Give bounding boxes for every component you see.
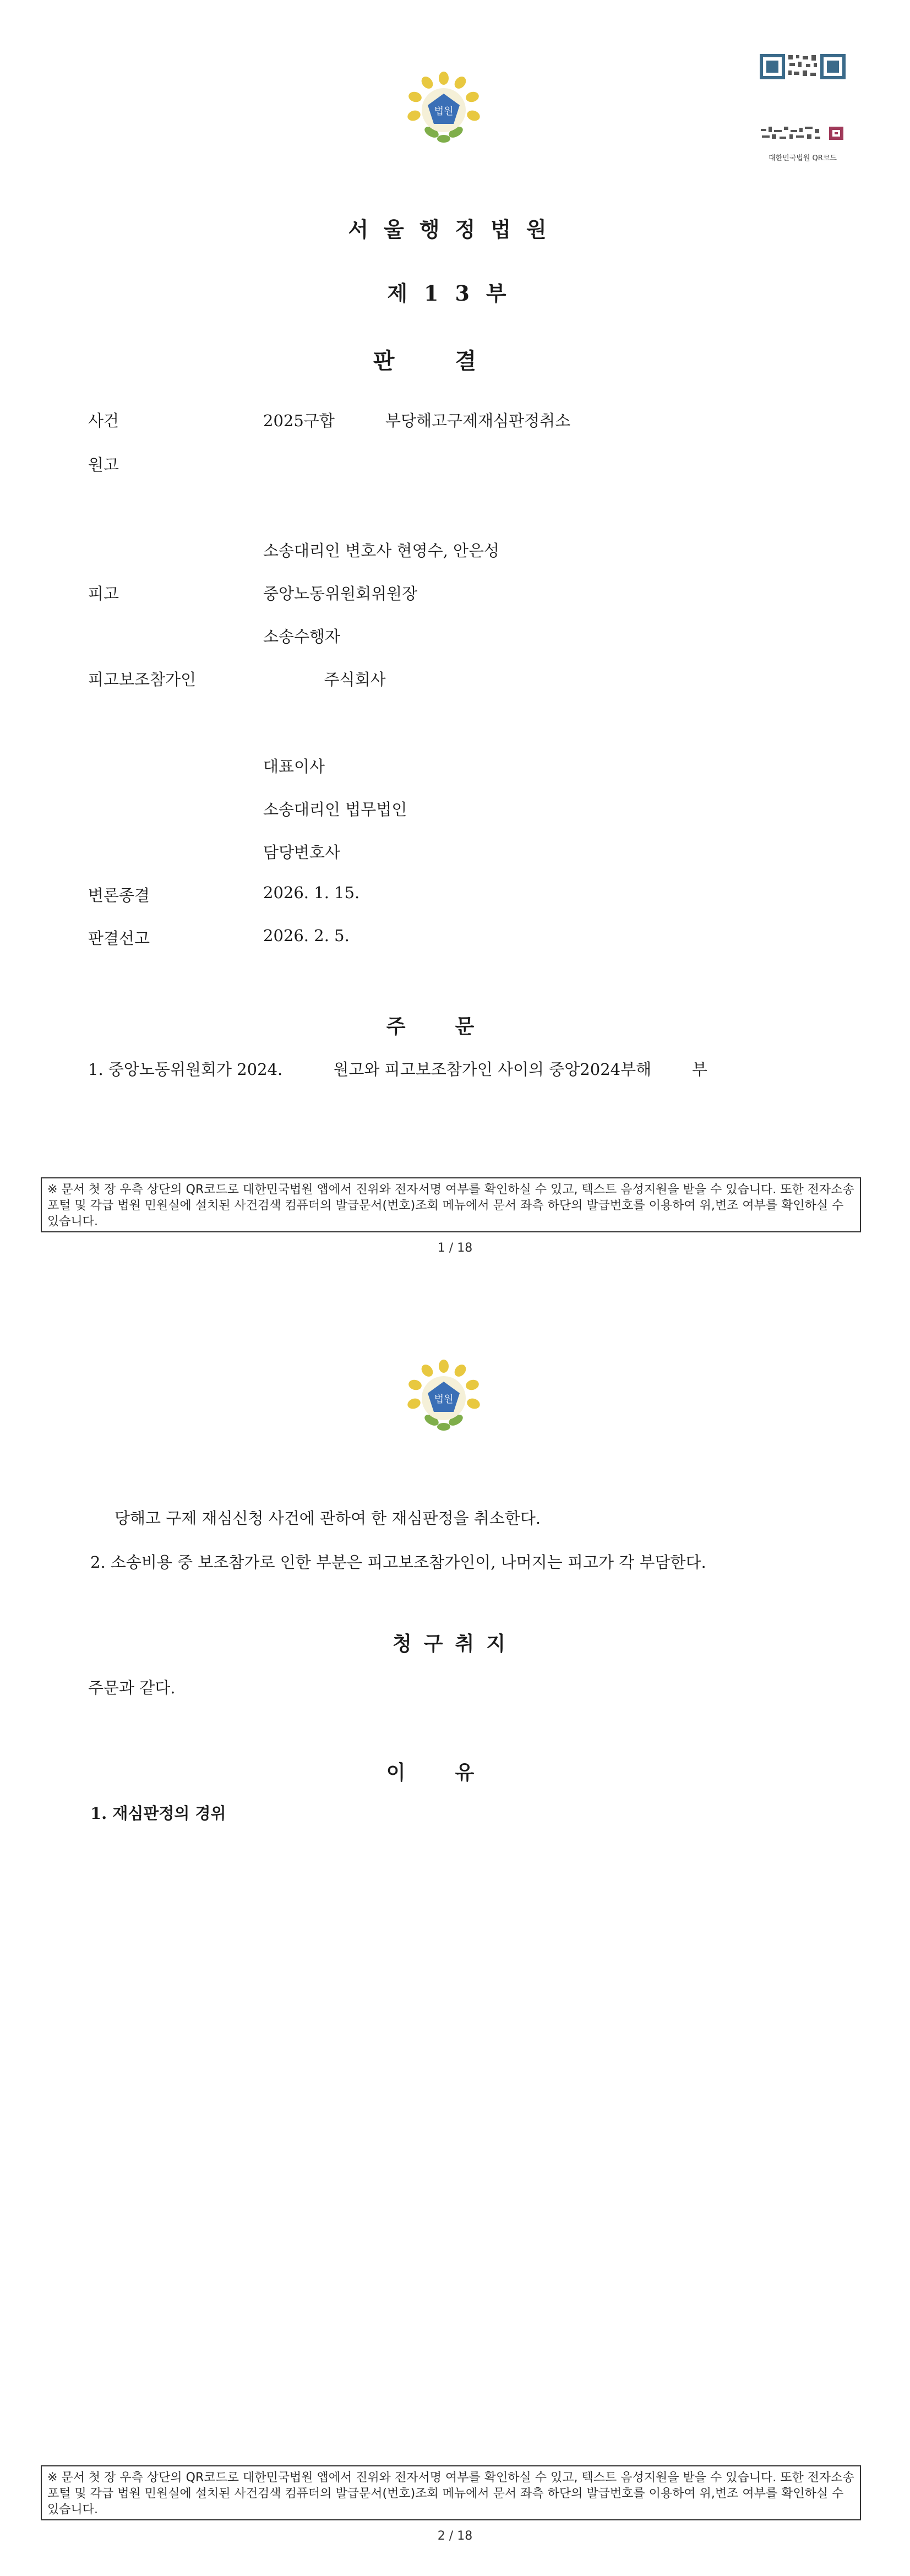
verification-notice: ※ 문서 첫 장 우측 상단의 QR코드로 대한민국법원 앱에서 진위와 전자서명 여부를 확인하실 수 있고, 텍스트 음성지원을 받을 수 있습니다. 또한 전자소송포털 및 각급 법원 민원실에 설치된 사건검색 컴퓨터의 발급문서(번호)조회 메뉴에서 문서 좌측 하단의 발급번호를 이용하여 위,변조 여부를 확인하실 수 있습니다.: [41, 1177, 861, 1232]
party-value: 소송대리인 변호사 현영수, 안은성: [263, 541, 500, 560]
order-line-2: 2. 소송비용 중 보조참가로 인한 부분은 피고보조참가인이, 나머지는 피고가 각 부담한다.: [90, 1553, 706, 1572]
party-row-defendant: [0, 581, 910, 604]
party-label: 피고보조참가인: [88, 670, 197, 689]
verification-notice: ※ 문서 첫 장 우측 상단의 QR코드로 대한민국법원 앱에서 진위와 전자서명 여부를 확인하실 수 있고, 텍스트 음성지원을 받을 수 있습니다. 또한 전자소송포털 및 각급 법원 민원실에 설치된 사건검색 컴퓨터의 발급문서(번호)조회 메뉴에서 문서 좌측 하단의 발급번호를 이용하여 위,변조 여부를 확인하실 수 있습니다.: [41, 2465, 861, 2520]
emblem-text: 법원: [434, 1394, 454, 1405]
party-label: 원고: [88, 455, 119, 474]
party-row-intervenor-lawyer: [0, 840, 910, 862]
party-value: 2025구합 부당해고구제재심판정취소: [263, 411, 571, 430]
party-row-intervenor-counsel: [0, 797, 910, 819]
order-line-1: 1. 중앙노동위원회가 2024. 원고와 피고보조참가인 사이의 중앙2024부해 부: [88, 1060, 707, 1079]
document-page-2: [0, 1288, 910, 2576]
barcode-icon: [760, 124, 846, 142]
court-name: 서울행정법원: [348, 217, 562, 242]
claim-text: 주문과 같다.: [88, 1678, 176, 1697]
party-label: 피고: [88, 584, 119, 603]
qr-code-icon: [760, 54, 846, 79]
party-label: 변론종결: [88, 886, 150, 905]
qr-code-block[interactable]: [760, 54, 846, 162]
order-title: 주문: [386, 1015, 524, 1038]
party-value: 소송대리인 법무법인: [263, 800, 407, 819]
party-label: 판결선고: [88, 929, 150, 948]
party-row-judgment-date: [0, 926, 910, 948]
court-emblem-logo: [405, 1358, 482, 1436]
page-number: 2 / 18: [437, 2529, 473, 2543]
division-title: 제13부: [387, 281, 523, 306]
party-row-intervenor-ceo: [0, 754, 910, 776]
reason-title: 이유: [386, 1761, 524, 1784]
party-row-case: [0, 409, 910, 431]
party-value: 주식회사: [263, 670, 386, 689]
party-row-defendant-agent: [0, 624, 910, 646]
order-line-1-continued: 당해고 구제 재심신청 사건에 관하여 한 재심판정을 취소한다.: [115, 1509, 541, 1528]
document-title: 판결: [373, 348, 537, 374]
emblem-text: 법원: [434, 106, 454, 117]
party-row-closing-date: [0, 883, 910, 905]
reason-subheading-1: 1. 재심판정의 경위: [90, 1804, 226, 1823]
page-number: 1 / 18: [437, 1241, 473, 1255]
party-value: 2026. 1. 15.: [263, 883, 360, 902]
party-value: 대표이사: [263, 757, 325, 776]
party-value: 2026. 2. 5.: [263, 926, 350, 945]
party-value: 중앙노동위원회위원장: [263, 584, 418, 603]
party-row-plaintiff: [0, 453, 910, 475]
party-row-intervenor: [0, 667, 910, 689]
party-value: 담당변호사: [263, 843, 341, 862]
claim-title: 청구취지: [392, 1632, 518, 1655]
party-value: 소송수행자: [263, 627, 341, 646]
court-emblem-logo: [405, 70, 482, 148]
qr-label: 대한민국법원 QR코드: [769, 154, 837, 162]
party-row-plaintiff-counsel: [0, 539, 910, 561]
party-label: 사건: [88, 411, 119, 430]
